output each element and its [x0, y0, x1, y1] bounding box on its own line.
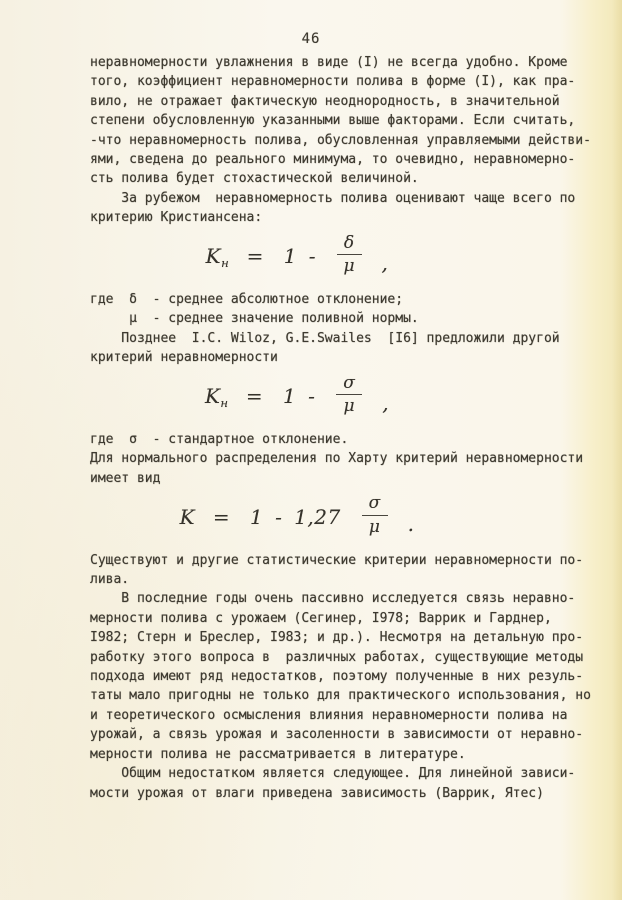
text-line: μ - среднее значение поливной нормы. [90, 311, 419, 327]
text-line: критерию Кристиансена: [90, 210, 263, 226]
formula-punctuation: . [407, 511, 415, 536]
formula-symbol-K: K [205, 244, 222, 269]
text-line: того, коэффициент неравномерности полива в форме (I), как пра- [90, 74, 576, 90]
text-line: вило, не отражает фактическую неоднородность, в значительной [90, 93, 560, 109]
formula-expression: 1 - [283, 384, 316, 409]
equals-sign: = [246, 244, 264, 269]
text-line: За рубежом неравномерность полива оценивают чаще всего по [90, 190, 576, 206]
equals-sign: = [245, 384, 264, 409]
text-line: мерности полива с урожаем (Сегинер, I978; Варрик и Гарднер, [90, 610, 552, 626]
text-line: Существуют и другие статистические критерии неравномерности по- [90, 552, 584, 568]
text-line: таты мало пригодны не только для практического использования, но [90, 688, 591, 704]
text-line: В последние годы очень пассивно исследуется связь неравно- [90, 591, 576, 607]
text-line: Общим недостатком является следующее. Для линейной зависи- [90, 766, 576, 782]
formula-expression: 1 - 1,27 [250, 504, 341, 529]
text-line: и теоретического осмысления влияния неравномерности полива на [90, 707, 568, 723]
paragraph-block-1 [90, 53, 600, 228]
fraction [362, 494, 388, 536]
text-line: где δ - среднее абсолютное отклонение; [90, 292, 404, 308]
text-line: работку этого вопроса в различных работах, существующие методы [90, 649, 584, 665]
text-line: Для нормального распределения по Харту критерий неравномерности [90, 451, 584, 467]
fraction-numerator: σ [336, 374, 362, 396]
page-number: 46 [301, 31, 321, 47]
formula-symbol-K: K [179, 504, 196, 529]
formula-expression: 1 - [283, 244, 317, 269]
text-line: -что неравномерность полива, обусловленная управляемыми действи- [90, 132, 591, 148]
formula-lhs [180, 505, 195, 529]
fraction [336, 374, 362, 416]
fraction-denominator: μ [343, 396, 356, 417]
text-line: степени обусловленную указанными выше факторами. Если считать, [90, 113, 576, 129]
text-line: неравномерности увлажнения в виде (I) не всегда удобно. Кроме [90, 55, 568, 70]
text-line: мерности полива не рассматривается в литературе. [90, 746, 466, 762]
fraction-numerator: σ [362, 494, 388, 516]
paragraph-block-4 [90, 551, 600, 803]
text-line: критерий неравномерности [90, 350, 278, 366]
text-line: урожай, а связь урожая и засоленности в зависимости от неравно- [90, 727, 584, 743]
text-line: где σ - стандартное отклонение. [90, 432, 349, 448]
paragraph-block-2 [90, 290, 600, 368]
formula-christiansen [42, 232, 552, 279]
formula-punctuation: , [381, 251, 389, 276]
text-line: Позднее I.C. Wiloz, G.E.Swailes [I6] предложили другой [90, 330, 560, 346]
fraction-denominator: μ [368, 516, 381, 537]
formula-punctuation: , [382, 391, 390, 416]
fraction-numerator: δ [337, 234, 362, 256]
fraction [337, 234, 362, 276]
formula-symbol-K: K [204, 384, 221, 409]
text-line: I982; Стерн и Бреслер, I983; и др.). Несмотря на детальную про- [90, 630, 584, 646]
text-line: ями, сведена до реального минимума, то очевидно, неравномерно- [90, 152, 576, 168]
formula-wilcox-swailes [42, 372, 552, 419]
text-line: сть полива будет стохастической величиной. [90, 171, 419, 187]
formula-hart [42, 493, 552, 539]
formula-lhs [205, 244, 229, 271]
formula-subscript: н [221, 256, 229, 271]
text-line: имеет вид [90, 470, 161, 486]
fraction-denominator: μ [343, 256, 356, 277]
page-body [0, 49, 622, 803]
equals-sign: = [212, 504, 231, 529]
formula-lhs [204, 384, 229, 411]
formula-subscript: н [220, 396, 229, 411]
text-line: мости урожая от влаги приведена зависимость (Варрик, Ятес) [90, 785, 544, 801]
text-line: подхода имеют ряд недостатков, поэтому полученные в них резуль- [90, 669, 584, 685]
paragraph-block-3 [90, 430, 600, 488]
text-line: лива. [90, 572, 130, 588]
